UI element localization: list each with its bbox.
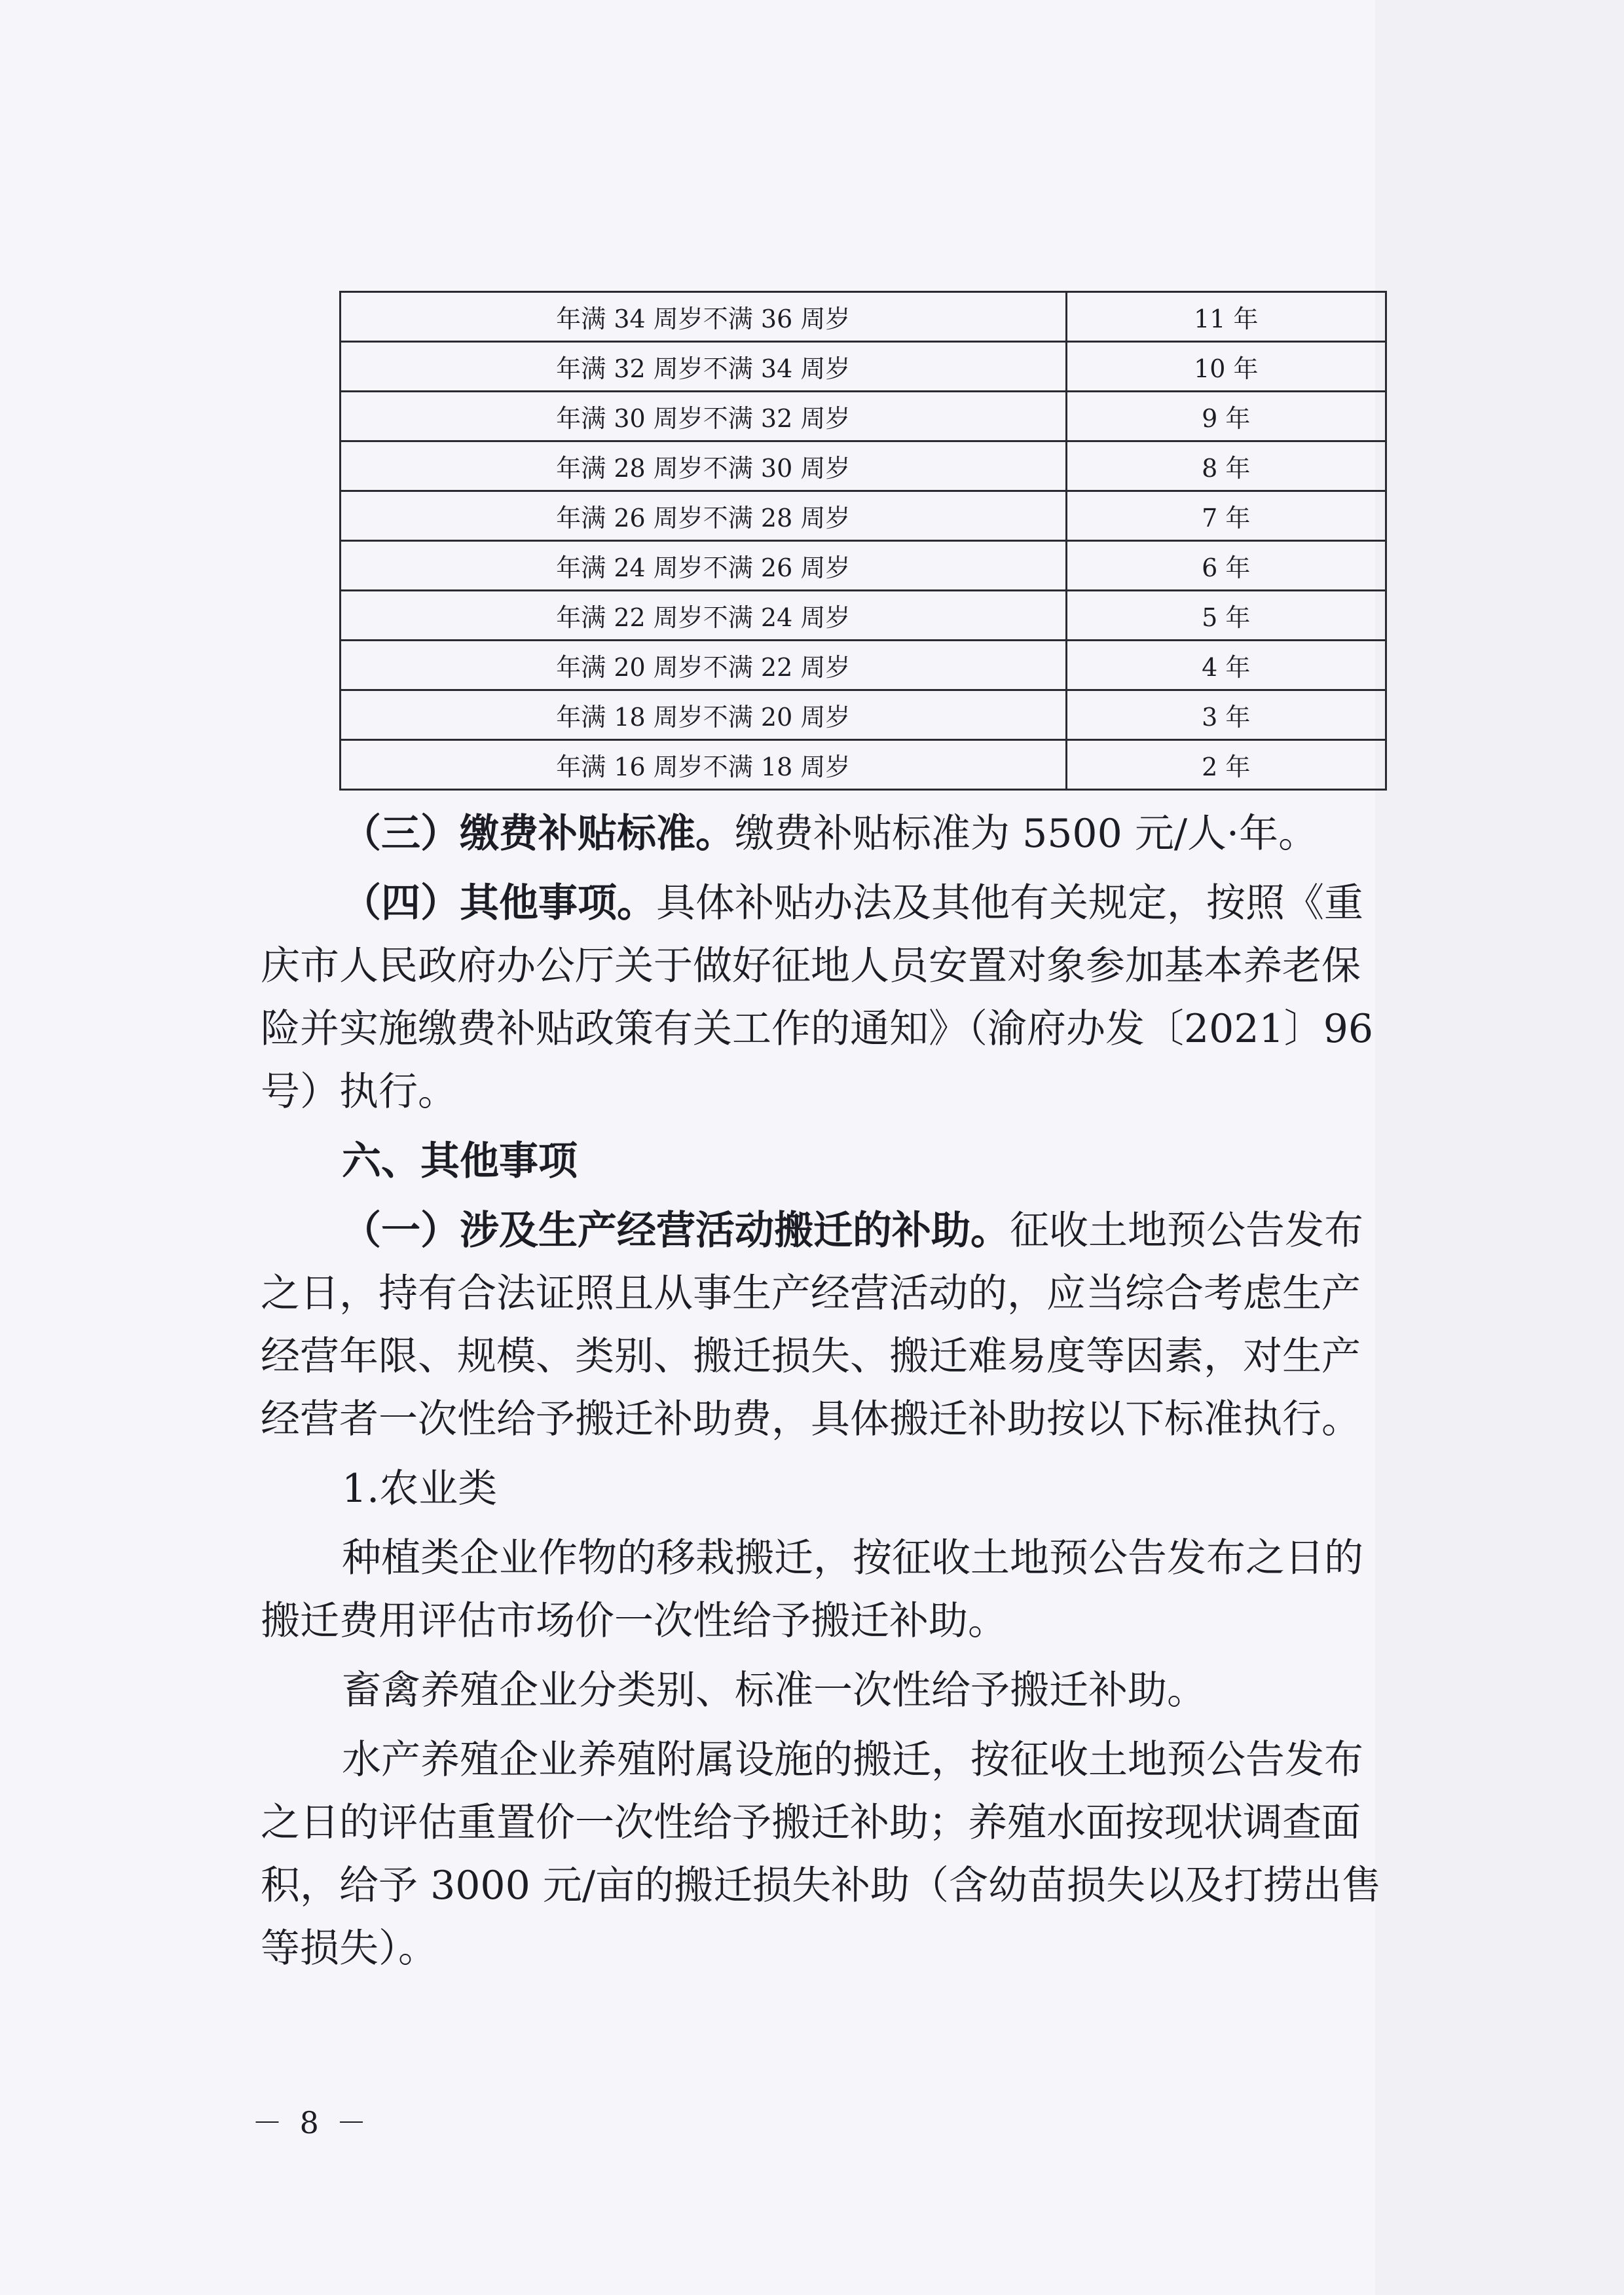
table-row xyxy=(341,591,1386,641)
section-4-line-2: 庆市人民政府办公厅关于做好征地人员安置对象参加基本养老保 xyxy=(261,943,1361,989)
section-4-heading: （四）其他事项。 xyxy=(342,880,656,926)
table-row xyxy=(341,541,1386,591)
years-cell: 9 年 xyxy=(1066,392,1386,441)
age-range-cell: 年满 30 周岁不满 32 周岁 xyxy=(341,392,1067,441)
years-cell: 4 年 xyxy=(1066,641,1386,690)
years-cell: 3 年 xyxy=(1066,690,1386,740)
section-6-title: 六、其他事项 xyxy=(342,1138,578,1184)
section-6-1-text-1: 征收土地预公告发布 xyxy=(1010,1208,1363,1254)
age-range-cell: 年满 32 周岁不满 34 周岁 xyxy=(341,342,1067,392)
section-3-heading: （三）缴费补贴标准。 xyxy=(342,811,735,857)
years-cell: 8 年 xyxy=(1066,441,1386,491)
aquaculture-line-4: 等损失）。 xyxy=(261,1926,437,1971)
section-4-line-3: 险并实施缴费补贴政策有关工作的通知》（渝府办发〔2021〕96 xyxy=(261,1006,1374,1052)
age-range-cell: 年满 26 周岁不满 28 周岁 xyxy=(341,491,1067,541)
section-6-1-heading: （一）涉及生产经营活动搬迁的补助。 xyxy=(342,1208,1010,1254)
years-cell: 10 年 xyxy=(1066,342,1386,392)
age-range-cell: 年满 34 周岁不满 36 周岁 xyxy=(341,292,1067,342)
years-cell: 6 年 xyxy=(1066,541,1386,591)
item-1-title: 1.农业类 xyxy=(342,1466,498,1512)
table-row xyxy=(341,342,1386,392)
table-row xyxy=(341,441,1386,491)
section-4-line-1 xyxy=(261,872,1466,935)
section-3-text: 缴费补贴标准为 5500 元/人·年。 xyxy=(735,811,1318,857)
section-3-paragraph xyxy=(261,802,1466,865)
table-row xyxy=(341,491,1386,541)
table-row xyxy=(341,740,1386,790)
table-row xyxy=(341,641,1386,690)
livestock-paragraph: 畜禽养殖企业分类别、标准一次性给予搬迁补助。 xyxy=(342,1668,1206,1713)
years-cell: 5 年 xyxy=(1066,591,1386,641)
age-range-cell: 年满 20 周岁不满 22 周岁 xyxy=(341,641,1067,690)
years-cell: 11 年 xyxy=(1066,292,1386,342)
section-6-1-line-1 xyxy=(261,1199,1466,1262)
section-6-1-line-4: 经营者一次性给予搬迁补助费，具体搬迁补助按以下标准执行。 xyxy=(261,1396,1361,1442)
table-row xyxy=(341,392,1386,441)
page-number: － 8 － xyxy=(252,2105,371,2140)
aquaculture-line-1: 水产养殖企业养殖附属设施的搬迁，按征收土地预公告发布 xyxy=(342,1737,1363,1783)
planting-line-1: 种植类企业作物的移栽搬迁，按征收土地预公告发布之日的 xyxy=(342,1535,1363,1581)
section-6-1-line-3: 经营年限、规模、类别、搬迁损失、搬迁难易度等因素，对生产 xyxy=(261,1334,1361,1379)
planting-line-2: 搬迁费用评估市场价一次性给予搬迁补助。 xyxy=(261,1598,1007,1644)
age-range-cell: 年满 28 周岁不满 30 周岁 xyxy=(341,441,1067,491)
years-cell: 7 年 xyxy=(1066,491,1386,541)
table-row xyxy=(341,292,1386,342)
aquaculture-line-3: 积，给予 3000 元/亩的搬迁损失补助（含幼苗损失以及打捞出售 xyxy=(261,1863,1382,1909)
age-range-cell: 年满 18 周岁不满 20 周岁 xyxy=(341,690,1067,740)
section-4-text-1: 具体补贴办法及其他有关规定，按照《重 xyxy=(656,880,1363,926)
age-range-cell: 年满 16 周岁不满 18 周岁 xyxy=(341,740,1067,790)
section-4-line-4: 号）执行。 xyxy=(261,1069,457,1115)
age-range-cell: 年满 24 周岁不满 26 周岁 xyxy=(341,541,1067,591)
age-range-cell: 年满 22 周岁不满 24 周岁 xyxy=(341,591,1067,641)
section-6-1-line-2: 之日，持有合法证照且从事生产经营活动的，应当综合考虑生产 xyxy=(261,1271,1361,1316)
aquaculture-line-2: 之日的评估重置价一次性给予搬迁补助；养殖水面按现状调查面 xyxy=(261,1800,1361,1846)
document-body xyxy=(261,802,1466,1980)
table-row xyxy=(341,690,1386,740)
years-cell: 2 年 xyxy=(1066,740,1386,790)
age-years-table xyxy=(339,291,1387,791)
